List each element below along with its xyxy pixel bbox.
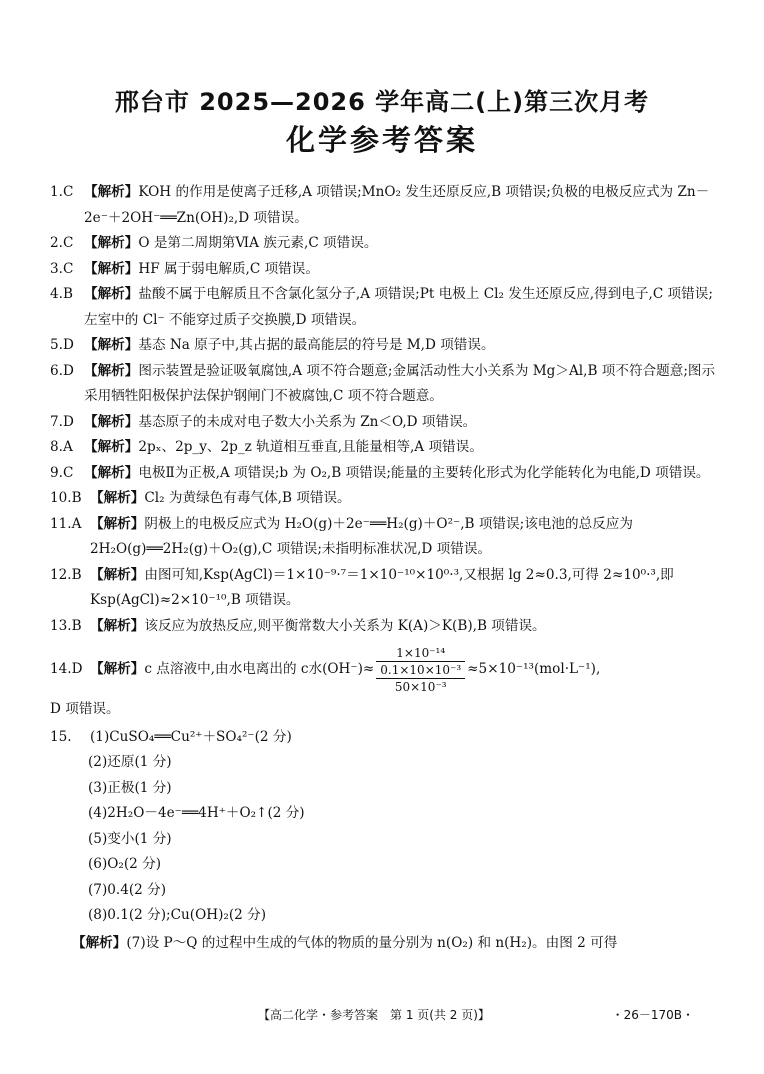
analysis-tag: 【解析】 bbox=[90, 490, 145, 506]
answer-number: 4.B bbox=[50, 286, 73, 302]
answer-item-14 bbox=[50, 639, 718, 701]
answer-text-before-fraction: c 点溶液中,由水电离出的 c水(OH⁻)≈ bbox=[144, 661, 375, 677]
answer-text: Cl₂ 为黄绿色有毒气体,B 项错误。 bbox=[144, 490, 351, 506]
answer-item-4 bbox=[50, 282, 718, 333]
answer-number: 8.A bbox=[50, 439, 73, 455]
analysis-tag: 【解析】 bbox=[84, 337, 139, 353]
analysis-tag: 【解析】 bbox=[72, 934, 127, 951]
answer-item-12 bbox=[50, 563, 718, 614]
page-footer bbox=[0, 1006, 764, 1026]
answer-text: KOH 的作用是使离子迁移,A 项错误;MnO₂ 发生还原反应,B 项错误;负极的电极反应式为 Zn－2e⁻＋2OH⁻══Zn(OH)₂,D 项错误。 bbox=[84, 184, 710, 226]
answer-number: 12.B bbox=[50, 566, 82, 583]
fraction-inner-numerator: 0.1×10×10⁻³ bbox=[376, 662, 465, 679]
analysis-tag: 【解析】 bbox=[84, 464, 139, 481]
answer-number: 2.C bbox=[50, 235, 74, 251]
answer-text: 2pₓ、2p_y、2p_z 轨道相互垂直,且能量相等,A 项错误。 bbox=[138, 439, 483, 455]
analysis-tag: 【解析】 bbox=[84, 260, 139, 277]
answer-item-11 bbox=[50, 512, 718, 563]
analysis-tag: 【解析】 bbox=[84, 413, 139, 430]
answer-item-5 bbox=[50, 333, 718, 359]
answer-text: 基态原子的未成对电子数大小关系为 Zn＜O,D 项错误。 bbox=[138, 413, 477, 430]
answer-item-7 bbox=[50, 410, 718, 436]
answer-number: 1.C bbox=[50, 184, 74, 200]
answer-text-after-fraction: ≈5×10⁻¹³(mol·L⁻¹), bbox=[467, 661, 601, 677]
answer-item-6 bbox=[50, 359, 718, 410]
page-title: 邢台市 2025—2026 学年高二(上)第三次月考 bbox=[114, 88, 650, 116]
answer-number: 13.B bbox=[50, 617, 82, 634]
footer-code: ・26－170B・ bbox=[611, 1008, 694, 1022]
q15-part-3: (3)正极(1 分) bbox=[88, 779, 172, 796]
footer-page-info: 【高二化学・参考答案 第 1 页(共 2 页)】 bbox=[258, 1008, 490, 1022]
analysis-tag: 【解析】 bbox=[84, 286, 139, 302]
fraction-expression bbox=[376, 645, 465, 695]
answer-text: 基态 Na 原子中,其占据的最高能层的符号是 M,D 项错误。 bbox=[138, 337, 495, 353]
answer-number: 11.A bbox=[50, 515, 82, 532]
answer-item-8 bbox=[50, 435, 718, 461]
analysis-tag: 【解析】 bbox=[90, 617, 145, 634]
answer-text: O 是第二周期第ⅥA 族元素,C 项错误。 bbox=[138, 235, 378, 251]
q15-part-1: (1)CuSO₄══Cu²⁺＋SO₄²⁻(2 分) bbox=[90, 728, 292, 745]
answer-text: 盐酸不属于电解质且不含氯化氢分子,A 项错误;Pt 电极上 Cl₂ 发生还原反应,得到电子,C 项错误;左室中的 Cl⁻ 不能穿过质子交换膜,D 项错误。 bbox=[84, 286, 713, 328]
answer-text: 图示装置是验证吸氧腐蚀,A 项不符合题意;金属活动性大小关系为 Mg＞Al,B 项不符合题意;图示采用牺牲阳极保护法保护钢闸门不被腐蚀,C 项不符合题意。 bbox=[84, 362, 716, 404]
answer-item-15 bbox=[50, 725, 718, 751]
q15-analysis-text: (7)设 P～Q 的过程中生成的气体的物质的量分别为 n(O₂) 和 n(H₂)。由图 2 可得 bbox=[126, 934, 618, 951]
answer-item-14-tail bbox=[50, 697, 718, 723]
answer-list bbox=[50, 180, 718, 956]
answer-number: 10.B bbox=[50, 490, 82, 506]
q15-analysis bbox=[50, 931, 718, 957]
answer-number: 3.C bbox=[50, 260, 74, 277]
q15-part-7: (7)0.4(2 分) bbox=[88, 881, 167, 898]
analysis-tag: 【解析】 bbox=[84, 362, 139, 379]
answer-text: 电极Ⅱ为正极,A 项错误;b 为 O₂,B 项错误;能量的主要转化形式为化学能转化为电能,D 项错误。 bbox=[138, 464, 710, 481]
answer-text: HF 属于弱电解质,C 项错误。 bbox=[138, 260, 319, 277]
answer-item-10 bbox=[50, 486, 718, 512]
q15-part-6: (6)O₂(2 分) bbox=[88, 856, 162, 872]
q15-part-2: (2)还原(1 分) bbox=[88, 754, 172, 770]
answer-number: 6.D bbox=[50, 362, 74, 379]
answer-number: 14.D bbox=[50, 661, 83, 677]
answer-item-1 bbox=[50, 180, 718, 231]
fraction-numerator: 1×10⁻¹⁴ bbox=[376, 645, 465, 662]
analysis-tag: 【解析】 bbox=[84, 439, 139, 455]
q15-part-5: (5)变小(1 分) bbox=[88, 830, 172, 847]
answer-text: 该反应为放热反应,则平衡常数大小关系为 K(A)＞K(B),B 项错误。 bbox=[144, 617, 546, 634]
q15-part-8: (8)0.1(2 分);Cu(OH)₂(2 分) bbox=[88, 907, 267, 923]
answer-item-9 bbox=[50, 461, 718, 487]
answer-text: D 项错误。 bbox=[50, 701, 120, 717]
page-subtitle: 化学参考答案 bbox=[285, 123, 478, 157]
analysis-tag: 【解析】 bbox=[90, 566, 145, 583]
analysis-tag: 【解析】 bbox=[90, 661, 145, 677]
q15-part-4: (4)2H₂O－4e⁻══4H⁺＋O₂↑(2 分) bbox=[88, 805, 305, 821]
answer-number: 15. bbox=[50, 728, 72, 745]
answer-item-3 bbox=[50, 257, 718, 283]
analysis-tag: 【解析】 bbox=[84, 235, 139, 251]
answer-text: 阴极上的电极反应式为 H₂O(g)＋2e⁻══H₂(g)＋O²⁻,B 项错误;该电池的总反应为 2H₂O(g)══2H₂(g)＋O₂(g),C 项错误;未指明标准状况,D 项错误。 bbox=[90, 515, 633, 557]
answer-number: 5.D bbox=[50, 337, 74, 353]
answer-number: 7.D bbox=[50, 413, 74, 430]
analysis-tag: 【解析】 bbox=[84, 184, 139, 200]
answer-item-2 bbox=[50, 231, 718, 257]
fraction-inner-denominator: 50×10⁻³ bbox=[394, 679, 447, 694]
answer-text: 由图可知,Ksp(AgCl)＝1×10⁻⁹·⁷＝1×10⁻¹⁰×10⁰·³,又根据 lg 2≈0.3,可得 2≈10⁰·³,即 Ksp(AgCl)≈2×10⁻¹⁰,B 项错误。 bbox=[90, 566, 674, 608]
answer-number: 9.C bbox=[50, 464, 74, 481]
analysis-tag: 【解析】 bbox=[90, 515, 145, 532]
answer-item-13 bbox=[50, 614, 718, 640]
